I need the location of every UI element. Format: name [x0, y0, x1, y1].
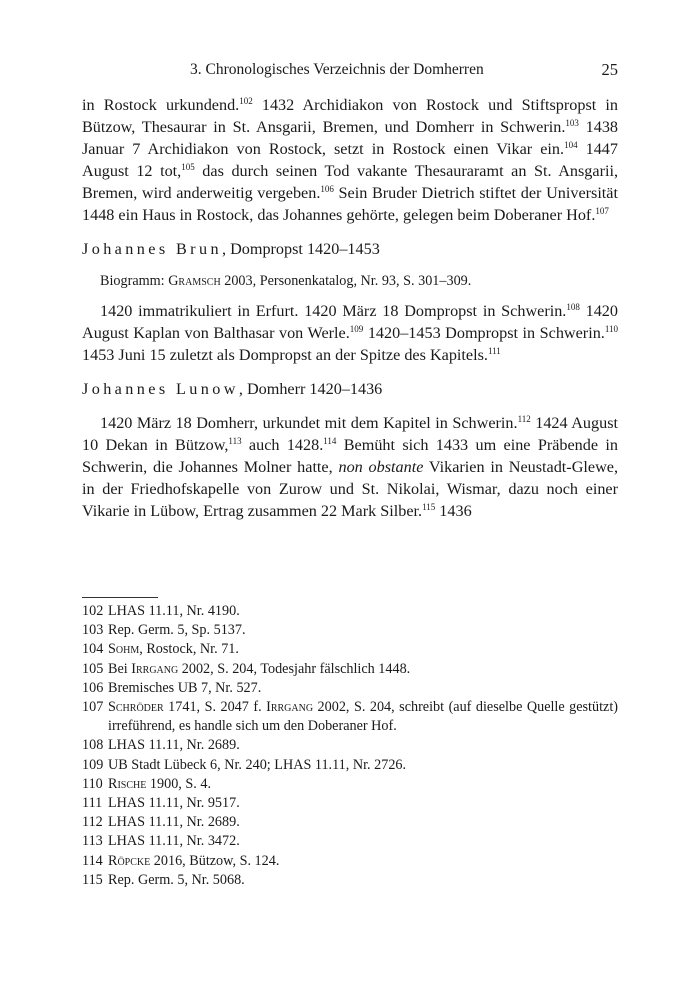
footnote-109	[82, 756, 618, 775]
footnote-text	[108, 679, 618, 698]
author-name: Sohm	[108, 641, 140, 658]
footnote-ref[interactable]: 111	[487, 346, 501, 356]
footnote-ref[interactable]: 102	[239, 96, 253, 106]
footnote-number: 115	[82, 871, 103, 888]
text-run: Bei	[108, 660, 132, 677]
text-run: 1447 August 12 tot,	[82, 140, 618, 180]
footnote-divider	[82, 597, 158, 598]
text-run: 2003, Personenkatalog, Nr. 93, S. 301–309.	[220, 273, 472, 289]
text-run: LHAS 11.11, Nr. 9517.	[108, 795, 240, 812]
footnote-104	[82, 640, 618, 659]
footnote-ref[interactable]: 103	[565, 118, 579, 128]
entry-heading-lunow	[82, 378, 618, 400]
text-run: 2016, Bützow, S. 124.	[150, 852, 280, 869]
footnote-number: 107	[82, 699, 104, 716]
text-run: LHAS 11.11, Nr. 2689.	[108, 737, 240, 754]
footnote-text	[108, 756, 618, 775]
text-run: Sein Bruder Dietrich stiftet der Universität 1448 ein Haus in Rostock, das Johannes gehörte, gelegen beim Doberaner Hof.	[82, 184, 618, 224]
footnote-ref[interactable]: 114	[323, 436, 337, 446]
text-run: Rep. Germ. 5, Sp. 5137.	[108, 622, 246, 639]
text-run: 1424 August 10 Dekan in Bützow,	[82, 414, 619, 454]
footnote-ref[interactable]: 110	[604, 324, 619, 334]
footnote-text	[108, 660, 618, 679]
footnote-text	[108, 852, 618, 871]
footnote-ref[interactable]: 113	[228, 436, 242, 446]
text-run: 1420 immatrikuliert in Erfurt. 1420 März 18 Dompropst in Schwerin.	[100, 302, 567, 320]
text-run: LHAS 11.11, Nr. 3472.	[108, 833, 240, 850]
text-run: 2002, S. 204, Todesjahr fälschlich 1448.	[178, 660, 411, 677]
footnote-ref[interactable]: 112	[517, 414, 531, 424]
text-run: 2002, S. 204, schreibt (auf dieselbe Quelle gestützt) irreführend, es handle sich um den Doberaner Hof.	[108, 699, 619, 735]
footnote-103	[82, 621, 618, 640]
footnote-112	[82, 813, 618, 832]
text-run: 1420 August Kaplan von Balthasar von Werle.	[82, 302, 618, 342]
text-run: 1453 Juni 15 zuletzt als Dompropst an der Spitze des Kapitels.	[82, 346, 488, 364]
text-run: 1420 März 18 Domherr, urkundet mit dem Kapitel in Schwerin.	[100, 414, 518, 432]
text-run: Rep. Germ. 5, Nr. 5068.	[108, 871, 245, 888]
text-run: Vikarien in Neustadt-Glewe, in der Friedhofskapelle von Zurow und St. Nikolai, Wismar, dazu noch einer Vikarie in Lübow, Ertrag zusammen 22 Mark Silber.	[82, 458, 618, 520]
footnote-number: 111	[82, 795, 103, 812]
footnote-number: 106	[82, 679, 104, 696]
footnote-102	[82, 602, 618, 621]
text-run: UB Stadt Lübeck 6, Nr. 240; LHAS 11.11, Nr. 2726.	[108, 756, 407, 773]
text-run: , Rostock, Nr. 71.	[139, 641, 239, 658]
text-run: Bremisches UB 7, Nr. 527.	[108, 679, 262, 696]
footnote-ref[interactable]: 104	[564, 140, 578, 150]
footnote-107	[82, 698, 618, 736]
text-run: 1900, S. 4.	[146, 775, 211, 792]
footnote-110	[82, 775, 618, 794]
page-number: 25	[601, 60, 618, 79]
text-run: LHAS 11.11, Nr. 4190.	[108, 603, 240, 619]
footnote-text	[108, 794, 618, 813]
footnotes	[82, 602, 618, 890]
author-name: Röpcke	[108, 852, 151, 869]
author-name: Gramsch	[168, 273, 221, 289]
footnote-108	[82, 736, 618, 755]
footnote-text	[108, 813, 618, 832]
footnote-number: 103	[82, 622, 104, 639]
footnote-number: 105	[82, 660, 104, 677]
text-run: 1432 Archidiakon von Rostock und Stiftspropst in Bützow, Thesaurar in St. Ansgarii, Bremen, und Domherr in Schwerin.	[82, 96, 618, 136]
text-run: das durch seinen Tod vakante Thesauraramt an St. Ansgarii, Bremen, wird anderweitig vergeben.	[82, 162, 618, 202]
footnote-number: 109	[82, 756, 104, 773]
footnote-text	[108, 640, 618, 659]
footnote-number: 113	[82, 833, 103, 850]
text-run: 1436	[435, 502, 472, 520]
footnote-ref[interactable]: 115	[422, 502, 436, 512]
footnote-ref[interactable]: 108	[566, 302, 580, 312]
text-run: 1438 Januar 7 Archidiakon von Rostock, setzt in Rostock einen Vikar ein.	[82, 118, 619, 158]
latin-phrase: non obstante	[338, 458, 424, 476]
footnote-106	[82, 679, 618, 698]
footnote-105	[82, 660, 618, 679]
text-run: auch 1428.	[241, 436, 324, 454]
footnote-111	[82, 794, 618, 813]
footnote-number: 102	[82, 603, 104, 619]
author-name: Irrgang	[266, 699, 314, 716]
footnote-ref[interactable]: 106	[320, 184, 334, 194]
entry-name: Johannes Lunow	[82, 380, 239, 398]
entry-name: Johannes Brun	[82, 240, 222, 258]
footnote-number: 110	[82, 775, 103, 792]
entry-heading-brun	[82, 238, 618, 260]
footnote-114	[82, 852, 618, 871]
paragraph-continued	[82, 94, 618, 226]
footnote-text	[108, 775, 618, 794]
footnote-text	[108, 832, 618, 851]
footnote-113	[82, 832, 618, 851]
footnote-number: 114	[82, 852, 103, 869]
author-name: Schröder	[108, 699, 164, 716]
footnote-text	[108, 698, 618, 736]
footnote-text	[108, 602, 618, 621]
entry-paragraph-brun	[82, 300, 618, 366]
running-title: 3. Chronologisches Verzeichnis der Domherren	[190, 61, 484, 78]
main-text	[82, 94, 618, 522]
author-name: Rische	[108, 775, 147, 792]
text-run: Bemüht sich 1433 um eine Präbende in Schwerin, die Johannes Molner hatte,	[82, 436, 618, 476]
footnote-ref[interactable]: 109	[349, 324, 364, 334]
footnote-number: 104	[82, 641, 104, 658]
footnote-ref[interactable]: 107	[595, 206, 609, 216]
text-run: Biogramm:	[100, 273, 169, 289]
biogram-note	[82, 272, 618, 291]
footnote-text	[108, 871, 618, 890]
entry-role: , Dompropst 1420–1453	[221, 240, 380, 258]
text-run: LHAS 11.11, Nr. 2689.	[108, 814, 240, 831]
entry-role: , Domherr 1420–1436	[238, 380, 383, 398]
author-name: Irrgang	[131, 660, 179, 677]
footnote-text	[108, 736, 618, 755]
footnote-115	[82, 871, 618, 890]
entry-paragraph-lunow	[82, 412, 618, 522]
footnote-number: 112	[82, 814, 103, 831]
text-run: 1741, S. 2047 f.	[163, 699, 267, 716]
footnote-text	[108, 621, 618, 640]
footnote-ref[interactable]: 105	[181, 162, 195, 172]
text-run: 1420–1453 Dompropst in Schwerin.	[363, 324, 605, 342]
text-run: in Rostock urkundend.	[82, 96, 240, 114]
footnote-number: 108	[82, 737, 104, 754]
